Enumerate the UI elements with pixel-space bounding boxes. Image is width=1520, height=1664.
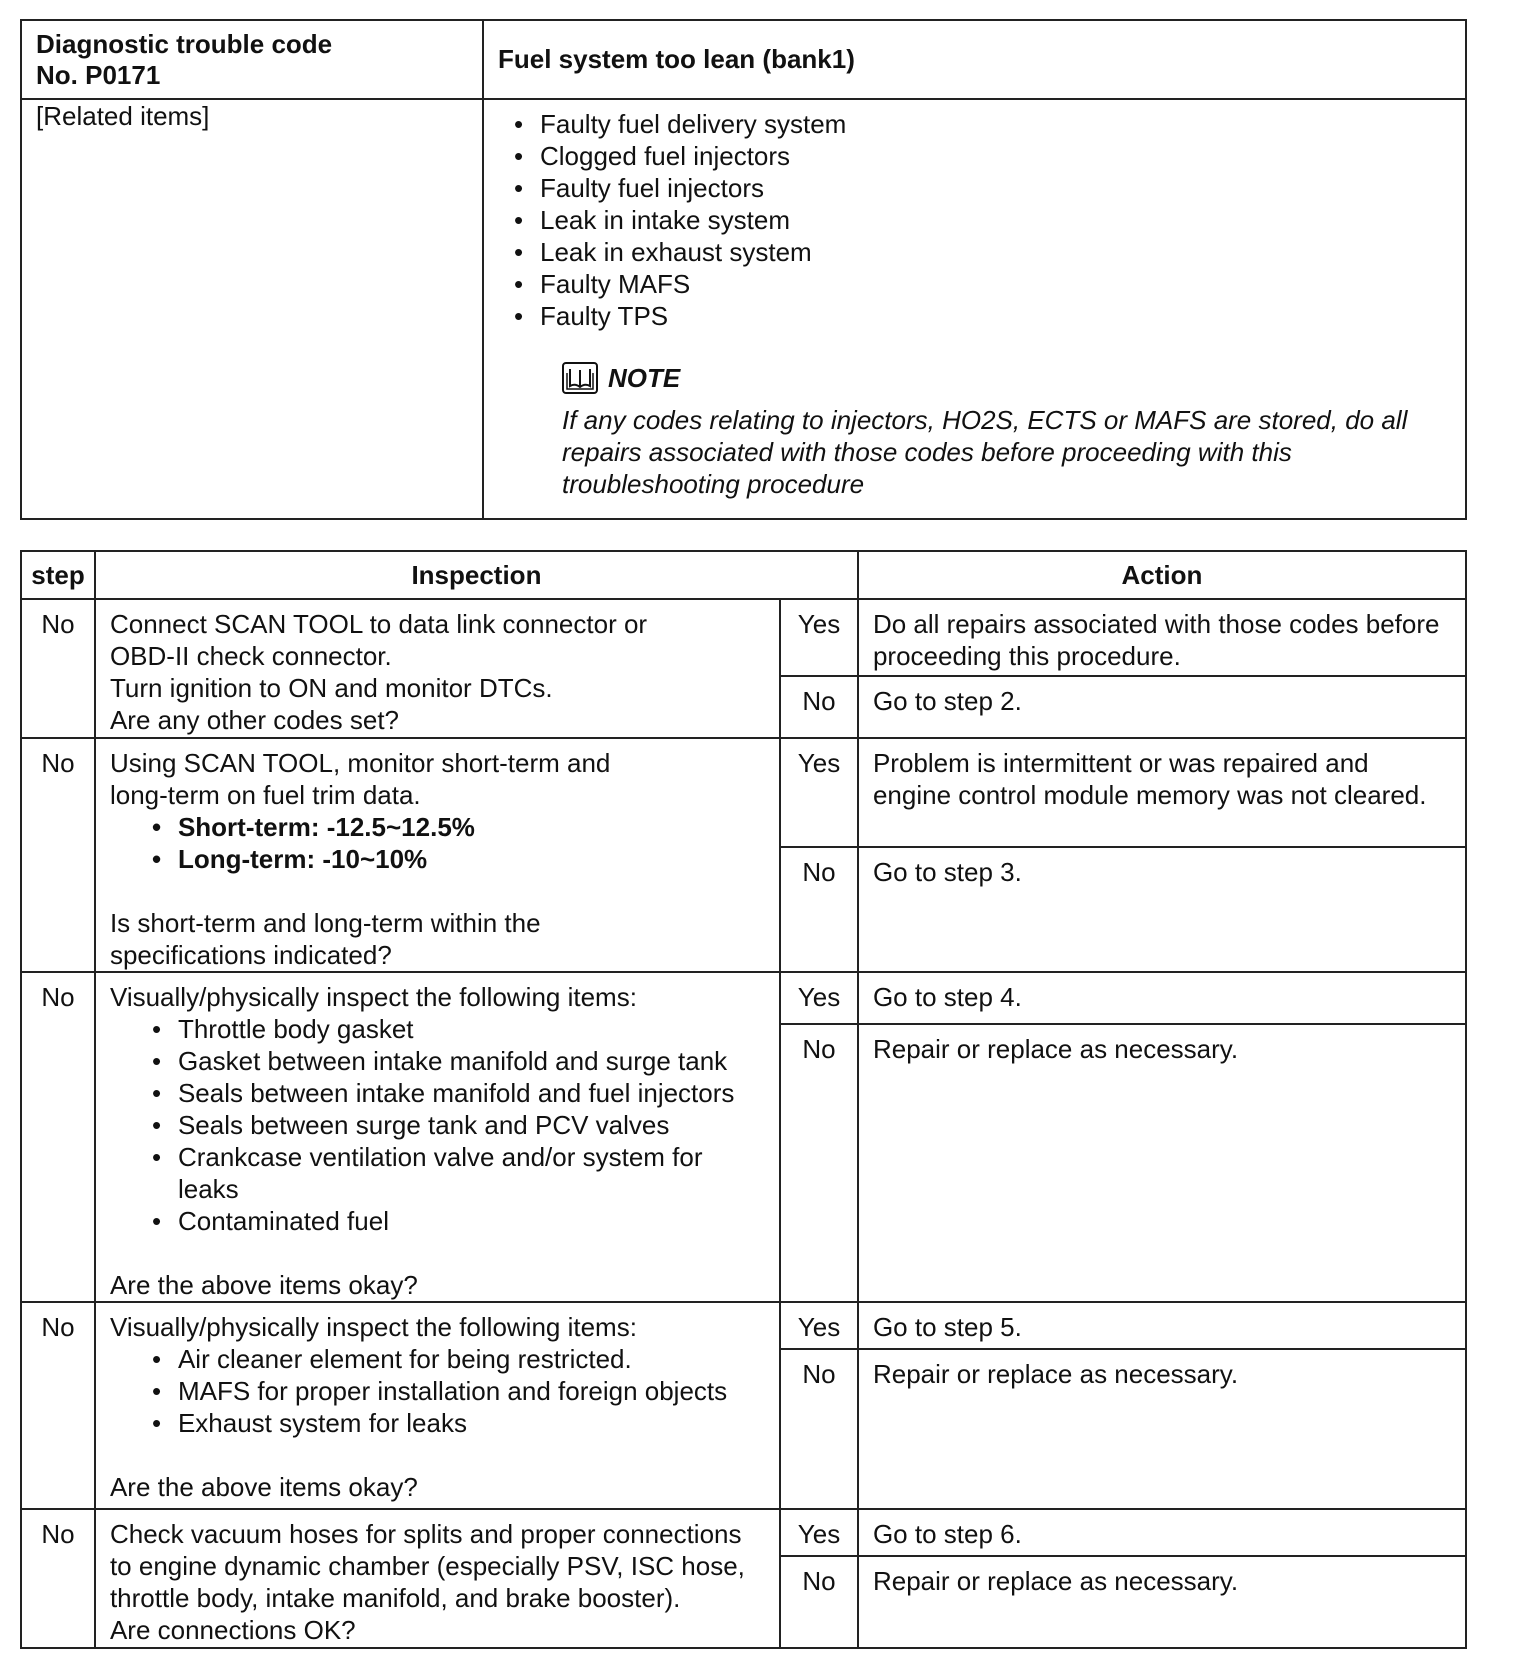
step-inspection bbox=[95, 738, 780, 972]
inspection-line: OBD-II check connector. bbox=[109, 641, 392, 671]
no-label: No bbox=[780, 1556, 858, 1648]
checklist-item: • Throttle body gasket bbox=[178, 1013, 767, 1045]
inspection-line: throttle body, intake manifold, and brake booster). bbox=[109, 1583, 681, 1613]
related-item: • Faulty fuel injectors bbox=[540, 172, 1451, 204]
yes-label: Yes bbox=[780, 972, 858, 1024]
inspection-question: Are connections OK? bbox=[109, 1615, 356, 1645]
dtc-label bbox=[21, 20, 483, 99]
checklist-item: • Crankcase ventilation valve and/or system for leaks bbox=[178, 1141, 767, 1205]
checklist-item: • MAFS for proper installation and foreign objects bbox=[178, 1375, 767, 1407]
dtc-title: Fuel system too lean (bank1) bbox=[483, 20, 1466, 99]
step-number: No bbox=[21, 599, 95, 738]
checklist-item: • Exhaust system for leaks bbox=[178, 1407, 767, 1439]
related-item: • Faulty MAFS bbox=[540, 268, 1451, 300]
spec-item: • Short-term: -12.5~12.5% bbox=[178, 811, 767, 843]
yes-action: Go to step 5. bbox=[858, 1302, 1466, 1349]
no-action: Go to step 2. bbox=[858, 676, 1466, 738]
inspection-question: Are any other codes set? bbox=[109, 705, 400, 735]
no-label: No bbox=[780, 676, 858, 738]
inspection-intro: Visually/physically inspect the following items: bbox=[109, 1312, 637, 1342]
manual-book-icon bbox=[562, 362, 598, 394]
no-action: Repair or replace as necessary. bbox=[858, 1024, 1466, 1302]
inspection-line: Using SCAN TOOL, monitor short-term and bbox=[109, 748, 611, 778]
step-number: No bbox=[21, 738, 95, 972]
related-item: • Leak in intake system bbox=[540, 204, 1451, 236]
checklist-item: • Air cleaner element for being restricted. bbox=[178, 1343, 767, 1375]
col-inspection-header: Inspection bbox=[95, 551, 858, 599]
related-item: • Faulty fuel delivery system bbox=[540, 108, 1451, 140]
dtc-label-line1: Diagnostic trouble code bbox=[36, 28, 333, 59]
note-text: If any codes relating to injectors, HO2S, ECTS or MAFS are stored, do all repairs associated with those codes before proceeding with this troubleshooting procedure bbox=[562, 405, 1408, 499]
yes-label: Yes bbox=[780, 1509, 858, 1556]
step-number: No bbox=[21, 1302, 95, 1509]
no-action: Repair or replace as necessary. bbox=[858, 1349, 1466, 1509]
inspection-line: long-term on fuel trim data. bbox=[109, 780, 421, 810]
step-inspection bbox=[95, 599, 780, 738]
related-items-list bbox=[498, 108, 1451, 332]
no-action: Repair or replace as necessary. bbox=[858, 1556, 1466, 1648]
troubleshooting-steps-table bbox=[20, 550, 1467, 1649]
note-title: NOTE bbox=[608, 362, 681, 393]
inspection-line: Check vacuum hoses for splits and proper connections bbox=[109, 1519, 742, 1549]
related-item: • Faulty TPS bbox=[540, 300, 1451, 332]
checklist-item: • Contaminated fuel bbox=[178, 1205, 767, 1237]
inspection-line: Turn ignition to ON and monitor DTCs. bbox=[109, 673, 553, 703]
step-number: No bbox=[21, 972, 95, 1302]
no-label: No bbox=[780, 1349, 858, 1509]
yes-label: Yes bbox=[780, 1302, 858, 1349]
inspection-question: Is short-term and long-term within the specifications indicated? bbox=[109, 908, 541, 970]
yes-action: Go to step 4. bbox=[858, 972, 1466, 1024]
checklist-item: • Gasket between intake manifold and surge tank bbox=[178, 1045, 767, 1077]
yes-label: Yes bbox=[780, 738, 858, 847]
no-action: Go to step 3. bbox=[858, 847, 1466, 972]
col-action-header: Action bbox=[858, 551, 1466, 599]
inspection-question: Are the above items okay? bbox=[109, 1472, 418, 1502]
related-items-cell bbox=[483, 99, 1466, 519]
step-number: No bbox=[21, 1509, 95, 1648]
spec-item: • Long-term: -10~10% bbox=[178, 843, 767, 875]
step-inspection bbox=[95, 1509, 780, 1648]
no-label: No bbox=[780, 847, 858, 972]
inspection-checklist bbox=[110, 1343, 767, 1439]
spec-list bbox=[110, 811, 767, 875]
yes-action: Problem is intermittent or was repaired and engine control module memory was not cleared. bbox=[858, 738, 1466, 847]
step-inspection bbox=[95, 1302, 780, 1509]
inspection-question: Are the above items okay? bbox=[109, 1270, 418, 1300]
related-label: [Related items] bbox=[21, 99, 483, 519]
step-inspection bbox=[95, 972, 780, 1302]
inspection-intro: Visually/physically inspect the following items: bbox=[109, 982, 637, 1012]
col-step-header: step bbox=[21, 551, 95, 599]
note-box bbox=[562, 362, 1451, 500]
dtc-label-line2: No. P0171 bbox=[36, 59, 161, 90]
yes-action: Go to step 6. bbox=[858, 1509, 1466, 1556]
yes-action: Do all repairs associated with those codes before proceeding this procedure. bbox=[858, 599, 1466, 676]
dtc-header-table bbox=[20, 19, 1467, 520]
note-header bbox=[562, 362, 1451, 394]
yes-label: Yes bbox=[780, 599, 858, 676]
related-item: • Leak in exhaust system bbox=[540, 236, 1451, 268]
no-label: No bbox=[780, 1024, 858, 1302]
checklist-item: • Seals between intake manifold and fuel injectors bbox=[178, 1077, 767, 1109]
related-item: • Clogged fuel injectors bbox=[540, 140, 1451, 172]
inspection-line: Connect SCAN TOOL to data link connector or bbox=[109, 609, 648, 639]
inspection-line: to engine dynamic chamber (especially PSV, ISC hose, bbox=[109, 1551, 745, 1581]
inspection-checklist bbox=[110, 1013, 767, 1237]
checklist-item: • Seals between surge tank and PCV valves bbox=[178, 1109, 767, 1141]
